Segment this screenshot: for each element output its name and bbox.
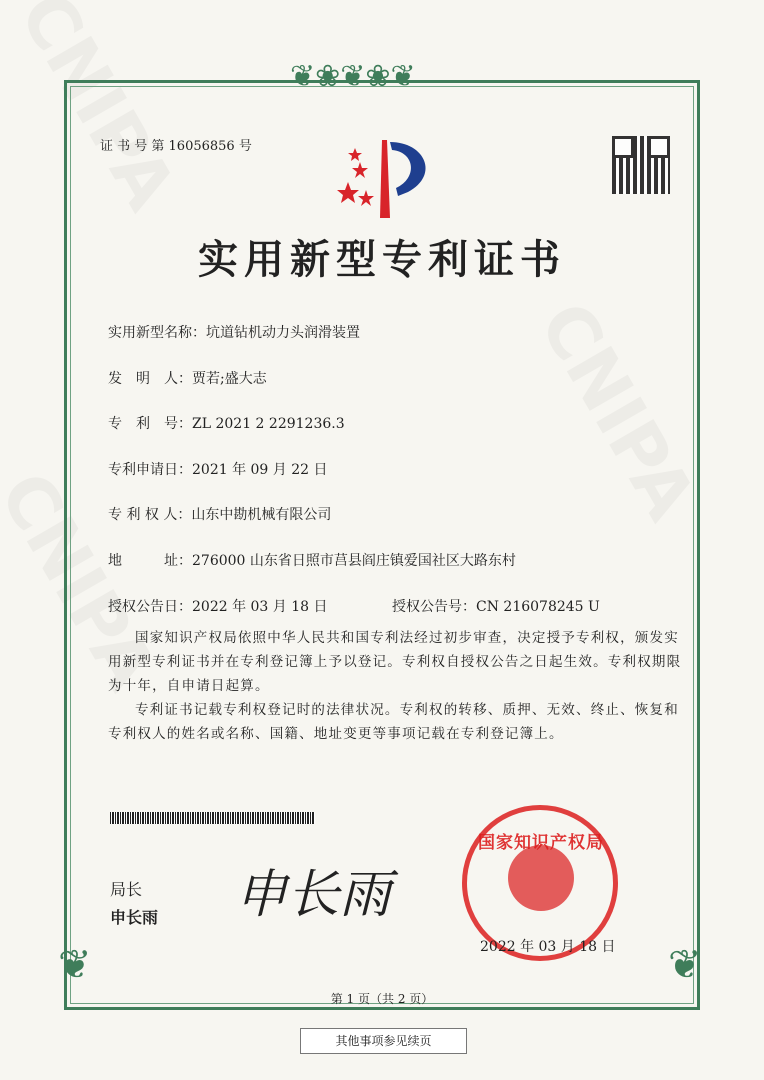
statement-paragraph: 国家知识产权局依照中华人民共和国专利法经过初步审查，决定授予专利权，颁发实用新型专利证书并在专利登记簿上予以登记。专利权自授权公告之日起生效。专利权期限为十年，自申请日起算。 xyxy=(108,630,682,694)
page-indicator: 第 1 页（共 2 页） xyxy=(330,992,434,1006)
field-value: 山东中勘机械有限公司 xyxy=(191,507,332,523)
qr-code xyxy=(612,136,670,194)
certificate-number: 证 书 号 第 16056856 号 xyxy=(100,139,252,154)
field-patent-number xyxy=(108,413,345,433)
director-title: 局长 xyxy=(110,880,143,899)
field-value: CN 216078245 U xyxy=(476,599,600,615)
field-grant-number xyxy=(392,596,600,616)
field-value: ZL 2021 2 2291236.3 xyxy=(192,416,345,432)
seal-text: 国家知识产权局 xyxy=(478,833,604,853)
certificate-title: 实用新型专利证书 xyxy=(198,236,566,283)
field-value: 2021 年 09 月 22 日 xyxy=(192,462,328,478)
statement-paragraph: 专利证书记载专利权登记时的法律状况。专利权的转移、质押、无效、终止、恢复和专利权人的姓名或名称、国籍、地址变更等事项记载在专利登记簿上。 xyxy=(108,702,679,742)
barcode xyxy=(110,812,315,824)
field-value: 坑道钻机动力头润滑装置 xyxy=(206,325,360,341)
signature: 申长雨 xyxy=(235,865,392,925)
top-ornament-icon: ❦❀❦❀❦ xyxy=(290,59,416,94)
director-name: 申长雨 xyxy=(110,908,159,927)
field-label: 实用新型名称： xyxy=(108,325,206,341)
field-inventor xyxy=(108,368,267,388)
field-label: 专 利 号： xyxy=(108,416,192,432)
continuation-note: 其他事项参见续页 xyxy=(300,1028,467,1054)
field-application-date xyxy=(108,459,328,479)
corner-ornament-icon: ❦ xyxy=(668,942,702,988)
field-label: 授权公告日： xyxy=(108,599,192,615)
field-label: 专 利 权 人： xyxy=(108,507,192,523)
field-grant-date xyxy=(108,596,328,616)
field-label: 发 明 人： xyxy=(108,371,192,387)
corner-ornament-icon: ❦ xyxy=(58,942,92,988)
field-patentee xyxy=(108,504,331,524)
field-value: 贾若;盛大志 xyxy=(192,371,267,387)
field-label: 专利申请日： xyxy=(108,462,192,478)
field-value: 2022 年 03 月 18 日 xyxy=(192,599,328,615)
field-utility-model-name xyxy=(108,322,360,342)
field-label: 授权公告号： xyxy=(392,599,476,615)
national-emblem-icon xyxy=(508,845,574,911)
field-address xyxy=(108,550,516,570)
cnipa-logo xyxy=(330,130,440,220)
field-value: 276000 山东省日照市莒县阎庄镇爱国社区大路东村 xyxy=(192,553,516,569)
seal-date: 2022 年 03 月 18 日 xyxy=(480,939,616,955)
field-label: 地 址： xyxy=(108,553,192,569)
